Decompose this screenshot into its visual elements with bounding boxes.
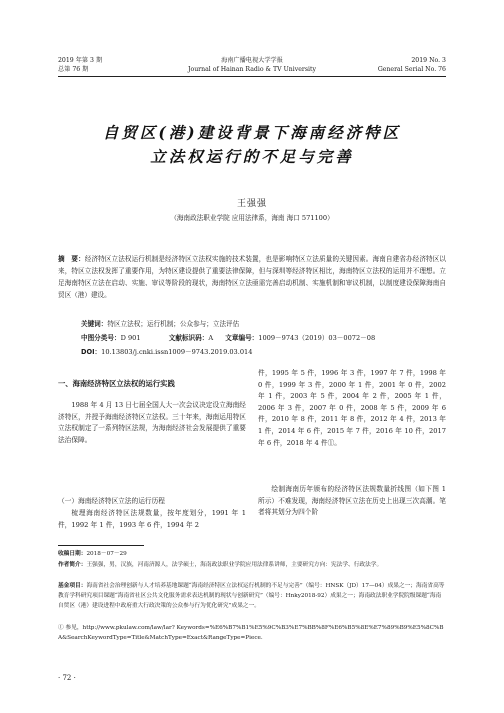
page-number: · 72 · [58, 674, 76, 682]
paper-title-line2: 立法权运行的不足与完善 [150, 147, 354, 166]
author-name: 王强强 [236, 199, 267, 209]
received-date: 收稿日期：2018－07－29 [58, 551, 127, 557]
section-heading: 一、海南经济特区立法权的运行实践 [58, 379, 175, 388]
header-journal: 海南广播电视大学学报 Journal of Hainan Radio & TV University [187, 57, 317, 73]
classification: 中图分类号：D 901 文献标识码：A 文章编号：1009－9743（2019）03－0072－08 [81, 334, 376, 342]
right-paragraph-2: 绘制海南历年颁布的经济特区法规数量折线图（如下图 1 所示）不难发现，海南经济特区立法在历史上出现三次高潮。笔者将其划分为四个阶 [258, 485, 446, 517]
article-number: 1009－9743（2019）03－0072－08 [258, 334, 376, 342]
doi-value: 10.13803/j.cnki.issn1009－9743.2019.03.014 [101, 348, 253, 356]
header-rule [58, 76, 446, 77]
left-paragraph-2: 梳理海南经济特区法规数量，按年度划分，1991 年 1 件，1992 年 1 件，1993 年 6 件，1994 年 2 [58, 509, 246, 529]
footnote-1: ① 参见，http://www.pkulaw.com/law/lar? Keywords=%E6%B7%B1%E5%9C%B3%E7%BB%8F%E6%B5%8E%E7%89%B9%E5%8C%BA&SearchKeywordType=Title&MatchType=Exact&RangeType=Piece. [58, 625, 444, 641]
header-issue: 2019 年第 3 期 总第 76 期 [58, 57, 103, 73]
doi [81, 346, 252, 358]
subsection-heading: （一）海南经济特区立法的运行历程 [58, 497, 165, 505]
paper-title-line1: 自贸区(港)建设背景下海南经济特区 [102, 123, 402, 142]
clc-number: D 901 [120, 334, 141, 342]
left-paragraph-1: 1988 年 4 月 13 日七届全国人大一次会议决定设立海南经济特区，并授予海南经济特区立法权。三十年来，海南运用特区立法权制定了一系列特区法规，为海南经济社会发展提供了重要法治保障。 [58, 401, 246, 444]
keywords [81, 318, 239, 330]
keywords-text: 特区立法权；运行机制；公众参与；立法评估 [107, 320, 240, 328]
author-bio: 作者简介：王强强，男，汉族，河南济源人，法学硕士，海南政法职业学院应用法律系讲师，主要研究方向：宪法学、行政法学。 [58, 562, 383, 568]
header-serial: 2019 No. 3 General Serial No. 76 [377, 57, 446, 73]
abstract [58, 253, 446, 301]
keywords-label: 关键词： [81, 320, 108, 328]
author-affiliation: （海南政法职业学院 应用法律系，海南 海口 571100） [170, 214, 334, 222]
right-paragraph-1: 件，1995 年 5 件，1996 年 3 件，1997 年 7 件，1998 年 0 件，1999 年 3 件，2000 年 1 件，2001 年 0 件，2002 年 1 件，2003 年 5 件，2004 年 2 件，2005 年 1 件，2006 年 3 件，2007 年 0 件，2008 年 5 件，2009 年 6 件，2010 年 8 件，2011 年 8 件，2012 年 4 件，2013 年 1 件，2014 年 6 件，2015 年 7 件，2016 年 10 件，2017 年 6 件，2018 年 4 件①。 [258, 369, 446, 447]
doi-label: DOI： [81, 348, 102, 356]
abstract-text: 经济特区立法权运行机制是经济特区立法权实施的技术装置，也是影响特区立法质量的关键因素。海南自建省办经济特区以来，特区立法权发挥了重要作用，为特区建设提供了重要法律保障，但与深圳等经济特区相比，海南特区立法权的运用并不理想。立足海南特区立法在启动、实施、审议等阶段的现状，海南特区立法亟需完善启动机制、实施机制和审议机制，以制度建设保障海南自贸区（港）建设。 [58, 255, 446, 300]
document-code: A [208, 334, 214, 342]
running-header [58, 56, 446, 78]
fund-info: 基金项目：海南省社会治理创新与人才培养基地课题“海南经济特区立法权运行机制的不足与完善”（编号：HNSK（JD）17—04）成果之一；海南省高等教育学科研究项目课题“海南省社区公共文化服务需求表达机制的现状与创新研究”（编号：Hnky2018-92）成果之一；海南政法职业学院院级课题“海南自贸区（港）建设进程中政府重大行政决策的公众参与行为优化研究”成果之一。 [58, 583, 445, 609]
abstract-label: 摘 要： [58, 255, 85, 263]
footnote-rule [58, 545, 144, 546]
